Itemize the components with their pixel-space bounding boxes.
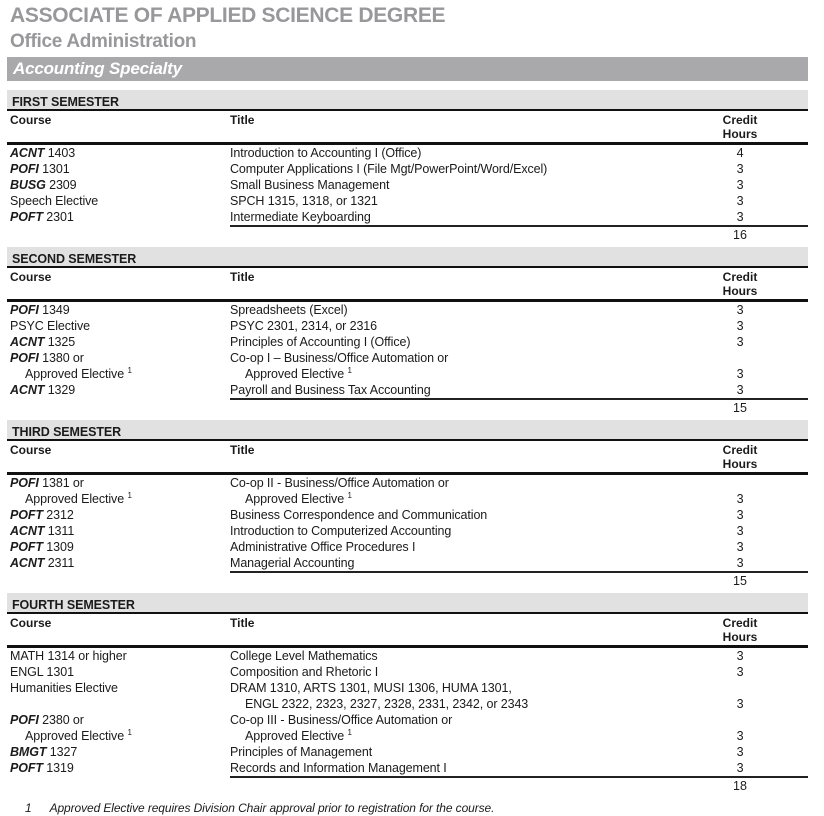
- column-headers: [7, 111, 808, 145]
- course-prefix: POFI: [10, 713, 39, 727]
- total-spacer: [7, 225, 230, 243]
- course-cell: [7, 209, 230, 225]
- text-line: ACNT 1325: [10, 335, 76, 349]
- text-line: Principles of Management: [230, 745, 373, 759]
- course-row: [7, 555, 808, 571]
- semester-header-band: [7, 247, 808, 268]
- course-prefix: POFT: [10, 508, 43, 522]
- semester-total-credits: 16: [733, 228, 747, 242]
- credit-hours-cell: 3: [736, 745, 744, 759]
- text-line: ACNT 1311: [10, 524, 75, 538]
- course-cell: [7, 475, 230, 507]
- text-line: POFI 1349: [10, 303, 70, 317]
- text-line: Co-op I – Business/Office Automation or: [230, 351, 449, 365]
- text-line: ACNT 1329: [10, 383, 76, 397]
- semester-total-row: [7, 776, 808, 794]
- course-prefix: POFT: [10, 210, 43, 224]
- credit-hours-cell: 3: [736, 540, 744, 554]
- course-prefix: POFI: [10, 351, 39, 365]
- footnote-reference: 1: [347, 727, 352, 737]
- text-line: POFI 2380 or: [10, 713, 84, 727]
- title-cell: [230, 209, 705, 225]
- course-row: [7, 539, 808, 555]
- title-cell: [230, 318, 705, 334]
- column-header-course: Course: [10, 443, 52, 457]
- credit-hours-cell: 3: [736, 178, 744, 192]
- specialty-title-bar: [7, 57, 808, 81]
- course-cell: [7, 523, 230, 539]
- text-line: Spreadsheets (Excel): [230, 303, 348, 317]
- column-header-credit-hours: Credit Hours: [722, 443, 758, 471]
- semester-total-row: [7, 398, 808, 416]
- text-line: POFT 1309: [10, 540, 74, 554]
- course-row: [7, 648, 808, 664]
- text-line: Managerial Accounting: [230, 556, 355, 570]
- course-cell: [7, 302, 230, 318]
- course-prefix: POFT: [10, 761, 43, 775]
- credit-hours-cell: 3: [736, 383, 744, 397]
- program-title: Office Administration: [10, 31, 197, 52]
- course-cell: [7, 350, 230, 382]
- column-header-title: Title: [230, 113, 255, 127]
- course-prefix: ACNT: [10, 556, 45, 570]
- course-cell: [7, 744, 230, 760]
- course-row: [7, 145, 808, 161]
- course-cell: [7, 539, 230, 555]
- semester-rows: [7, 475, 808, 571]
- course-cell: [7, 382, 230, 398]
- title-cell: [230, 523, 705, 539]
- title-cell: [230, 648, 705, 664]
- semester-title: SECOND SEMESTER: [12, 252, 137, 266]
- semester-rows: [7, 648, 808, 776]
- text-line: Humanities Elective: [10, 681, 118, 695]
- semester-rows: [7, 145, 808, 225]
- column-header-course: Course: [10, 270, 52, 284]
- column-header-credit-hours: Credit Hours: [722, 113, 758, 141]
- column-header-course: Course: [10, 616, 52, 630]
- title-cell: [230, 350, 705, 382]
- semester-section: [7, 247, 808, 416]
- total-spacer: [7, 398, 230, 416]
- course-prefix: POFI: [10, 162, 39, 176]
- semester-rows: [7, 302, 808, 398]
- text-line: Composition and Rhetoric I: [230, 665, 379, 679]
- total-rule: [230, 776, 808, 794]
- credit-hours-cell: 3: [736, 367, 744, 381]
- course-prefix: ACNT: [10, 335, 45, 349]
- course-row: [7, 177, 808, 193]
- course-cell: [7, 177, 230, 193]
- credit-hours-cell: 3: [736, 492, 744, 506]
- course-prefix: POFI: [10, 303, 39, 317]
- column-header-credit-hours: Credit Hours: [722, 270, 758, 298]
- credit-hours-cell: 3: [736, 210, 744, 224]
- course-cell: [7, 318, 230, 334]
- semester-total-credits: 15: [733, 401, 747, 415]
- text-line: Principles of Accounting I (Office): [230, 335, 411, 349]
- text-line: Computer Applications I (File Mgt/PowerPoint/Word/Excel): [230, 162, 548, 176]
- title-cell: [230, 555, 705, 571]
- text-line: Payroll and Business Tax Accounting: [230, 383, 431, 397]
- text-line: Approved Elective $^1$: [245, 727, 352, 743]
- degree-title: ASSOCIATE OF APPLIED SCIENCE DEGREE: [10, 4, 446, 27]
- title-cell: [230, 161, 705, 177]
- course-row: [7, 523, 808, 539]
- text-line: Approved Elective $^1$: [25, 490, 132, 506]
- course-prefix: ACNT: [10, 146, 45, 160]
- text-line: Small Business Management: [230, 178, 390, 192]
- text-line: Speech Elective: [10, 194, 99, 208]
- title-cell: [230, 475, 705, 507]
- course-prefix: POFI: [10, 476, 39, 490]
- credit-hours-cell: 3: [736, 303, 744, 317]
- text-line: POFI 1301: [10, 162, 70, 176]
- title-cell: [230, 382, 705, 398]
- semester-total-credits: 15: [733, 574, 747, 588]
- footnote-reference: 1: [347, 365, 352, 375]
- total-rule: [230, 225, 808, 243]
- credit-hours-cell: 3: [736, 162, 744, 176]
- text-line: Co-op III - Business/Office Automation or: [230, 713, 453, 727]
- footnote-reference: 1: [347, 490, 352, 500]
- course-row: [7, 350, 808, 382]
- credit-hours-cell: 3: [736, 508, 744, 522]
- semester-header-band: [7, 90, 808, 111]
- footnote-reference: 1: [127, 490, 132, 500]
- title-cell: [230, 193, 705, 209]
- column-header-credit-hours: Credit Hours: [722, 616, 758, 644]
- title-cell: [230, 334, 705, 350]
- course-row: [7, 664, 808, 680]
- text-line: POFT 2301: [10, 210, 74, 224]
- footnote-text: Approved Elective requires Division Chair approval prior to registration for the course.: [49, 801, 495, 815]
- column-headers: [7, 268, 808, 302]
- course-row: [7, 302, 808, 318]
- text-line: POFI 1381 or: [10, 476, 84, 490]
- semester-header-band: [7, 420, 808, 441]
- title-cell: [230, 760, 705, 776]
- column-header-title: Title: [230, 270, 255, 284]
- credit-hours-cell: 3: [736, 335, 744, 349]
- text-line: ENGL 2322, 2323, 2327, 2328, 2331, 2342, or 2343: [245, 697, 529, 711]
- text-line: MATH 1314 or higher: [10, 649, 127, 663]
- text-line: POFT 2312: [10, 508, 74, 522]
- text-line: Intermediate Keyboarding: [230, 210, 371, 224]
- column-header-title: Title: [230, 443, 255, 457]
- course-cell: [7, 193, 230, 209]
- course-cell: [7, 664, 230, 680]
- course-cell: [7, 161, 230, 177]
- course-cell: [7, 760, 230, 776]
- text-line: POFT 1319: [10, 761, 74, 775]
- credit-hours-cell: 3: [736, 556, 744, 570]
- credit-hours-cell: 3: [736, 319, 744, 333]
- text-line: Approved Elective $^1$: [25, 365, 132, 381]
- course-prefix: ACNT: [10, 383, 45, 397]
- total-spacer: [7, 571, 230, 589]
- course-row: [7, 680, 808, 712]
- course-cell: [7, 680, 230, 712]
- column-header-course: Course: [10, 113, 52, 127]
- column-headers: [7, 614, 808, 648]
- course-cell: [7, 334, 230, 350]
- footnote: [7, 801, 808, 816]
- text-line: ENGL 1301: [10, 665, 74, 679]
- title-cell: [230, 680, 705, 712]
- course-cell: [7, 145, 230, 161]
- credit-hours-cell: 3: [736, 729, 744, 743]
- footnote-reference: 1: [127, 365, 132, 375]
- course-row: [7, 712, 808, 744]
- text-line: BMGT 1327: [10, 745, 78, 759]
- text-line: Administrative Office Procedures I: [230, 540, 416, 554]
- text-line: Introduction to Accounting I (Office): [230, 146, 422, 160]
- column-headers: [7, 441, 808, 475]
- text-line: Approved Elective $^1$: [25, 727, 132, 743]
- course-row: [7, 318, 808, 334]
- specialty-title: Accounting Specialty: [13, 59, 182, 78]
- course-prefix: POFT: [10, 540, 43, 554]
- text-line: Approved Elective $^1$: [245, 365, 352, 381]
- semester-section: [7, 420, 808, 589]
- text-line: POFI 1380 or: [10, 351, 84, 365]
- course-prefix: ACNT: [10, 524, 45, 538]
- text-line: PSYC Elective: [10, 319, 90, 333]
- title-cell: [230, 664, 705, 680]
- text-line: ACNT 1403: [10, 146, 76, 160]
- semester-title: FIRST SEMESTER: [12, 95, 119, 109]
- course-row: [7, 193, 808, 209]
- title-cell: [230, 539, 705, 555]
- course-row: [7, 161, 808, 177]
- course-cell: [7, 648, 230, 664]
- total-rule: [230, 398, 808, 416]
- semester-section: [7, 90, 808, 243]
- text-line: SPCH 1315, 1318, or 1321: [230, 194, 378, 208]
- title-cell: [230, 507, 705, 523]
- title-cell: [230, 302, 705, 318]
- course-prefix: BUSG: [10, 178, 46, 192]
- title-cell: [230, 712, 705, 744]
- semester-header-band: [7, 593, 808, 614]
- course-row: [7, 209, 808, 225]
- course-row: [7, 744, 808, 760]
- course-row: [7, 507, 808, 523]
- semester-title: THIRD SEMESTER: [12, 425, 122, 439]
- title-cell: [230, 177, 705, 193]
- footnote-reference: 1: [127, 727, 132, 737]
- credit-hours-cell: 3: [736, 665, 744, 679]
- credit-hours-cell: 3: [736, 524, 744, 538]
- course-row: [7, 760, 808, 776]
- text-line: Business Correspondence and Communication: [230, 508, 488, 522]
- text-line: ACNT 2311: [10, 556, 75, 570]
- course-cell: [7, 507, 230, 523]
- credit-hours-cell: 3: [736, 697, 744, 711]
- text-line: PSYC 2301, 2314, or 2316: [230, 319, 378, 333]
- course-row: [7, 382, 808, 398]
- semesters: [7, 90, 808, 794]
- text-line: College Level Mathematics: [230, 649, 378, 663]
- course-row: [7, 475, 808, 507]
- semester-title: FOURTH SEMESTER: [12, 598, 135, 612]
- column-header-title: Title: [230, 616, 255, 630]
- credit-hours-cell: 3: [736, 194, 744, 208]
- course-prefix: BMGT: [10, 745, 47, 759]
- text-line: Introduction to Computerized Accounting: [230, 524, 452, 538]
- total-rule: [230, 571, 808, 589]
- total-spacer: [7, 776, 230, 794]
- course-cell: [7, 712, 230, 744]
- text-line: Records and Information Management I: [230, 761, 447, 775]
- title-cell: [230, 744, 705, 760]
- semester-total-row: [7, 571, 808, 589]
- credit-hours-cell: 3: [736, 761, 744, 775]
- course-row: [7, 334, 808, 350]
- credit-hours-cell: 4: [736, 146, 744, 160]
- title-cell: [230, 145, 705, 161]
- text-line: BUSG 2309: [10, 178, 77, 192]
- footnote-marker: 1: [25, 801, 32, 815]
- text-line: Co-op II - Business/Office Automation or: [230, 476, 449, 490]
- text-line: DRAM 1310, ARTS 1301, MUSI 1306, HUMA 1301,: [230, 681, 512, 695]
- credit-hours-cell: 3: [736, 649, 744, 663]
- semester-total-credits: 18: [733, 779, 747, 793]
- text-line: Approved Elective $^1$: [245, 490, 352, 506]
- course-cell: [7, 555, 230, 571]
- semester-total-row: [7, 225, 808, 243]
- degree-plan-document: [7, 3, 808, 816]
